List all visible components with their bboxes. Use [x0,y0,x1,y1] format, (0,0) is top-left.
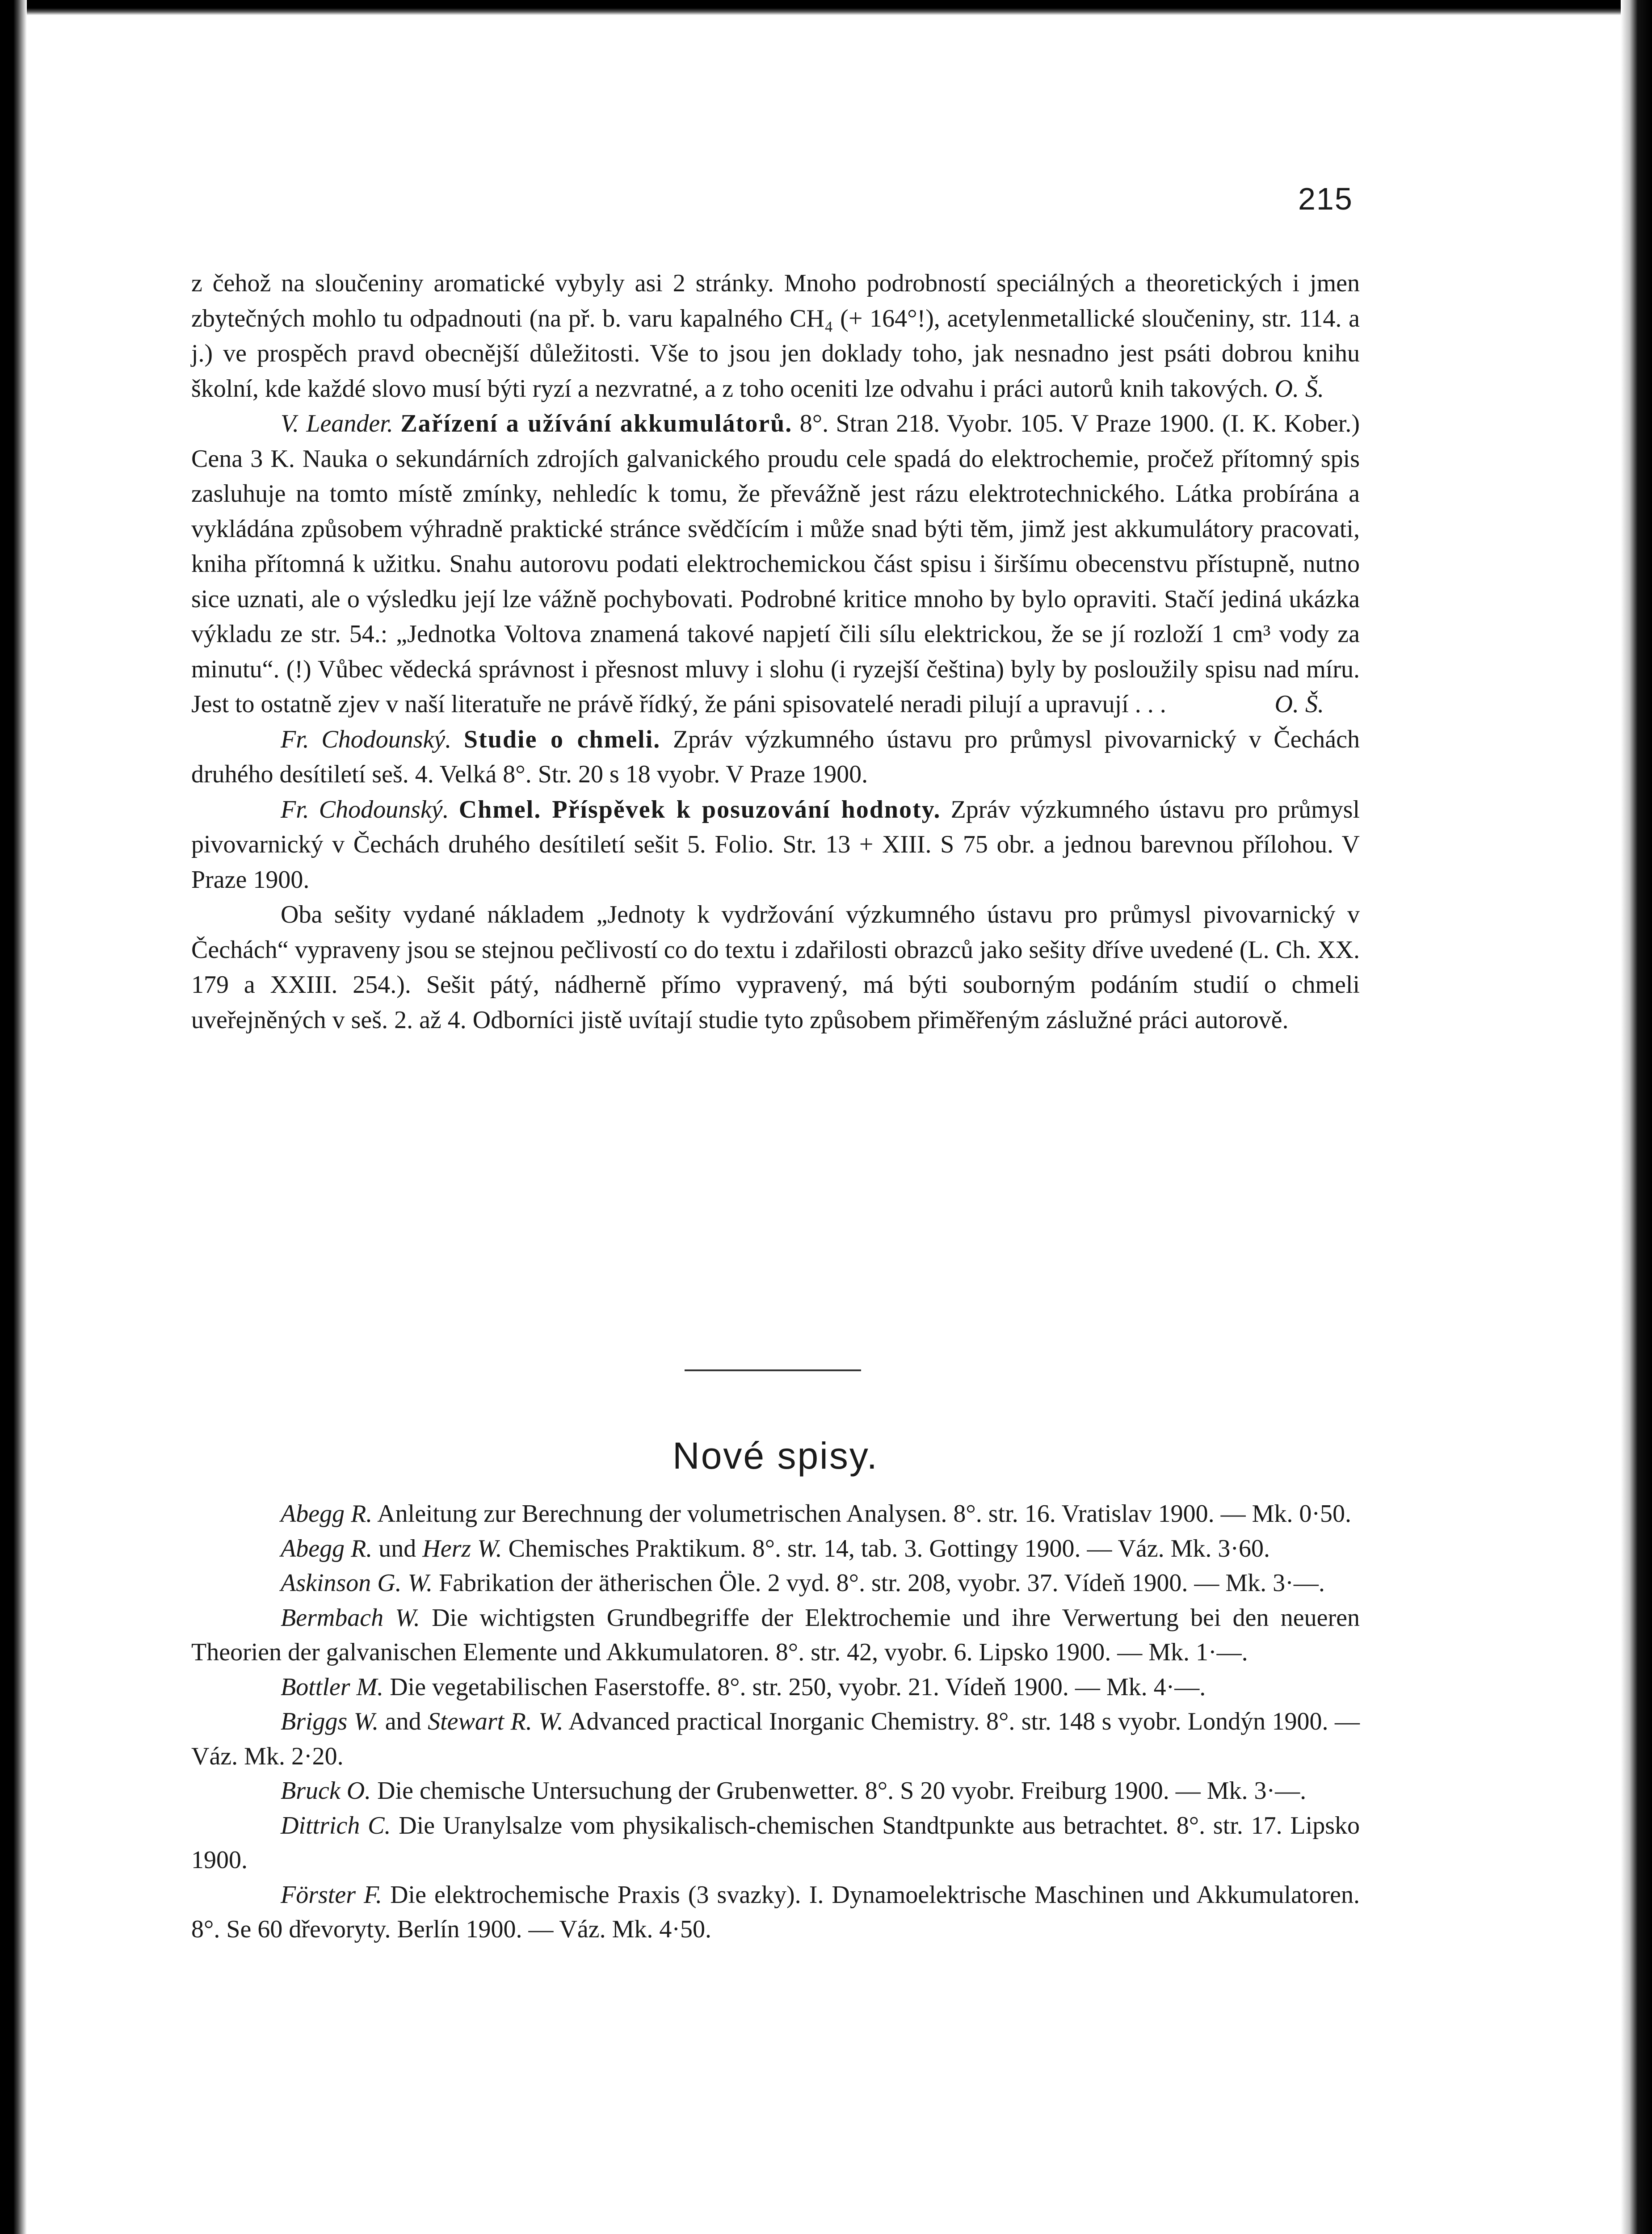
book-author: Bruck O. [281,1777,371,1805]
book-entry [191,1497,1360,1532]
author-connector: und [372,1534,423,1562]
book-entry [191,1705,1360,1774]
book-author: Abegg R. [281,1500,373,1528]
review-text: Zpráv výzkumného ústavu pro průmysl pivovarnický v Čechách druhého desítiletí seš. 4. Velká 8°. Str. 20 s 18 vyobr. V Praze 1900. [191,725,1360,788]
book-entry [191,1774,1360,1809]
review-entry [191,792,1360,898]
review-author: Fr. Chodounský. [281,725,452,753]
book-coauthor: Herz W. [422,1534,502,1562]
book-details: Chemisches Praktikum. 8°. str. 14, tab. 3. Gottingy 1900. — Váz. Mk. 3·60. [502,1534,1270,1562]
closing-paragraph: Oba sešity vydané nákladem „Jednoty k vydržování výzkumného ústavu pro průmysl pivovarnický v Čechách“ vypraveny jsou se stejnou pečlivostí co do textu i zdařilosti obrazců jako sešity dříve uvedené (L. Ch. XX. 179 a XXIII. 254.). Sešit pátý, nádherně přímo vypravený, má býti souborným podáním studií o chmeli uveřejněných v seš. 2. až 4. Odborníci jistě uvítají studie tyto způsobem přiměřeným záslužné práci autorově. [191,901,1360,1034]
book-author: Bermbach W. [281,1604,420,1632]
section-divider [685,1369,861,1371]
book-details: Anleitung zur Berechnung der volumetrischen Analysen. 8°. str. 16. Vratislav 1900. — Mk. 0·50. [372,1500,1352,1528]
book-details: Die Uranylsalze vom physikalisch-chemischen Standtpunkte aus betrachtet. 8°. str. 17. Lipsko 1900. [191,1811,1360,1874]
book-author: Askinson G. W. [281,1569,433,1597]
review-title: Zařízení a užívání akkumulátorů. [400,410,793,437]
reviews-section [191,266,1360,1037]
scan-border-left [0,0,27,2234]
continuation-paragraph [191,266,1360,406]
review-title: Studie o chmeli. [463,725,661,753]
scan-border-top [0,0,1652,15]
book-details: Die chemische Untersuchung der Grubenwetter. 8°. S 20 vyobr. Freiburg 1900. — Mk. 3·—. [371,1777,1307,1805]
book-entry [191,1601,1360,1670]
book-entry [191,1566,1360,1601]
book-author: Abegg R. [281,1534,373,1562]
book-author: Förster F. [281,1881,383,1909]
review-entry [191,722,1360,792]
book-entry [191,1532,1360,1566]
book-details: Advanced practical Inorganic Chemistry. 8°. str. 148 s vyobr. Londýn 1900. — Váz. Mk. 2·20. [191,1708,1360,1770]
continuation-text: z čehož na sloučeniny aromatické vybyly asi 2 stránky. Mnoho podrobností speciálných a theoretických i jmen zbytečných mohlo tu odpadnouti (na př. b. varu kapalného CH₄ (+ 164°!), acetylenmetallické sloučeniny, str. 114. a j.) ve prospěch pravd obecnější důležitosti. Vše to jsou jen doklady toho, jak nesnadno jest psáti dobrou knihu školní, kde každé slovo musí býti ryzí a nezvratné, a z toho oceniti lze odvahu i práci autorů knih takových. [191,269,1360,403]
review-author: V. Leander. [281,410,393,437]
scan-border-right [1621,0,1652,2234]
book-details: Fabrikation der ätherischen Öle. 2 vyd. 8°. str. 208, vyobr. 37. Vídeň 1900. — Mk. 3·—. [433,1569,1325,1597]
book-author: Dittrich C. [281,1811,391,1839]
section-heading: Nové spisy. [673,1435,879,1477]
page-number: 215 [1298,181,1353,216]
new-books-list [191,1497,1360,1947]
review-author: Fr. Chodounský. [281,795,449,823]
book-entry [191,1878,1360,1947]
book-entry [191,1670,1360,1705]
review-text: Zpráv výzkumného ústavu pro průmysl pivovarnický v Čechách druhého desítiletí sešit 5. Folio. Str. 13 + XIII. S 75 obr. a jednou barevnou přílohou. V Praze 1900. [191,795,1360,894]
book-details: Die elektrochemische Praxis (3 svazky). I. Dynamoelektrische Maschinen und Akkumulatoren. 8°. Se 60 dřevoryty. Berlín 1900. — Váz. Mk. 4·50. [191,1881,1360,1943]
book-entry [191,1809,1360,1878]
review-entry [191,406,1360,722]
book-author: Briggs W. [281,1708,379,1735]
book-coauthor: Stewart R. W. [428,1708,563,1735]
author-connector: and [378,1708,428,1735]
review-text: 8°. Stran 218. Vyobr. 105. V Praze 1900. (I. K. Kober.) Cena 3 K. Nauka o sekundárních zdrojích galvanického proudu cele spadá do elektrochemie, pročež přítomný spis zasluhuje na tomto místě zmínky, nehledíc k tomu, že převážně jest rázu elektrotechnického. Látka probírána a vykládána způsobem výhradně praktické stránce svědčícím i může snad býti těm, jimž jest akkumulátory pracovati, kniha přítomná k užitku. Snahu autorovu podati elektrochemickou část spisu i širšímu obecenstvu přístupně, nutno sice uznati, ale o výsledku její lze vážně pochybovati. Podrobné kritice mnoho by bylo opraviti. Stačí jediná ukázka výkladu ze str. 54.: „Jednotka Voltova znamená takové napjetí čili sílu elektrickou, že se jí rozloží 1 cm³ vody za minutu“. (!) Vůbec vědecká správnost i přesnost mluvy i slohu (i ryzejší čeština) byly by posloužily spisu nad míru. Jest to ostatně zjev v naší literatuře ne právě řídký, že páni spisovatelé neradi pilují a upravují . . . [191,410,1360,718]
book-author: Bottler M. [281,1673,384,1701]
book-details: Die wichtigsten Grundbegriffe der Elektrochemie und ihre Verwertung bei den neueren Theorien der galvanischen Elemente und Akkumulatoren. 8°. str. 42, vyobr. 6. Lipsko 1900. — Mk. 1·—. [191,1604,1360,1666]
book-details: Die vegetabilischen Faserstoffe. 8°. str. 250, vyobr. 21. Vídeň 1900. — Mk. 4·—. [383,1673,1206,1701]
reviewer-signature: O. Š. [1274,690,1324,718]
review-title: Chmel. Příspěvek k posuzování hodnoty. [458,795,941,823]
reviewer-signature: O. Š. [1274,374,1324,403]
